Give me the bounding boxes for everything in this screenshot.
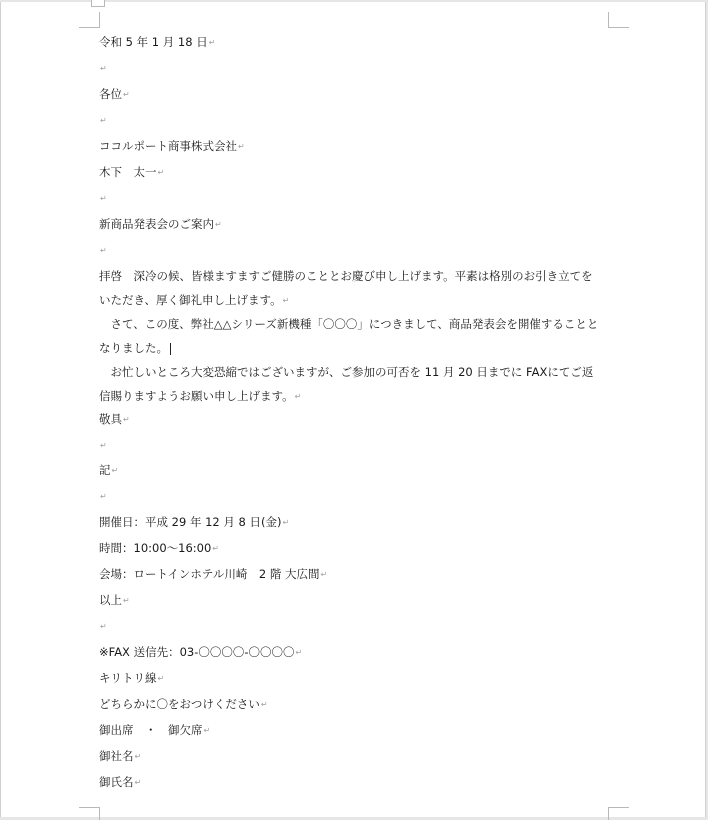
- subject-text: 新商品発表会のご案内: [99, 217, 214, 231]
- paragraph-mark: ↵: [134, 751, 142, 761]
- paragraph-mark: ↵: [100, 63, 107, 73]
- paragraph-mark: ↵: [208, 37, 216, 47]
- company-name-text: 御社名: [99, 749, 134, 763]
- date-line[interactable]: [99, 35, 215, 50]
- paragraph-mark: ↵: [100, 440, 107, 450]
- company-line[interactable]: [99, 139, 245, 154]
- paragraph-mark: ↵: [203, 725, 211, 735]
- announcement-text: さて、この度、弊社△△シリーズ新機種「〇〇〇」につきまして、商品発表会を開催することとなりました。: [99, 317, 599, 355]
- ki-text: 記: [99, 463, 111, 477]
- margin-corner-top-right: [608, 12, 629, 28]
- paragraph-mark: ↵: [123, 414, 130, 424]
- paragraph-mark: ↵: [100, 115, 107, 125]
- paragraph-mark: ↵: [282, 517, 290, 527]
- paragraph-mark: ↵: [260, 699, 268, 709]
- circle-instruction-text: どちらかに〇をおつけください: [99, 697, 260, 711]
- sender-text: 木下 太一: [99, 165, 157, 179]
- paragraph-mark: ↵: [100, 621, 107, 631]
- closing-text: 敬具: [99, 412, 122, 426]
- date-text: 令和 5 年 1 月 18 日: [99, 35, 208, 49]
- paragraph-mark: ↵: [111, 465, 119, 475]
- paragraph-mark: ↵: [100, 193, 107, 203]
- time-text: 時間：10:00～16:00: [99, 541, 212, 555]
- greeting-text: 拝啓 深冷の候、皆様ますますご健勝のこととお慶び申し上げます。平素は格別のお引き立てをいただき、厚く御礼申し上げます。: [99, 269, 593, 307]
- empty-line[interactable]: [99, 619, 107, 634]
- event-date-line[interactable]: [99, 515, 289, 530]
- paragraph-mark: ↵: [282, 295, 290, 305]
- empty-line[interactable]: [99, 243, 107, 258]
- event-date-text: 開催日：平成 29 年 12 月 8 日(金): [99, 515, 282, 529]
- company-name-line[interactable]: [99, 749, 141, 764]
- document-page[interactable]: [0, 2, 706, 817]
- company-text: ココルポート商事株式会社: [99, 139, 237, 153]
- paragraph-mark: ↵: [100, 491, 107, 501]
- ki-line[interactable]: [99, 463, 118, 478]
- empty-line[interactable]: [99, 489, 107, 504]
- circle-instruction-line[interactable]: [99, 697, 268, 712]
- ijou-line[interactable]: [99, 593, 130, 608]
- fax-text: ※FAX 送信先：03-〇〇〇〇-〇〇〇〇: [99, 645, 295, 659]
- paragraph-mark: ↵: [212, 543, 219, 553]
- paragraph-mark: ↵: [294, 391, 302, 401]
- paragraph-mark: ↵: [320, 569, 328, 579]
- attendance-text: 御出席 ・ 御欠席: [99, 723, 203, 737]
- paragraph-mark: ↵: [157, 673, 165, 683]
- paragraph-mark: ↵: [157, 167, 165, 177]
- recipient-text: 各位: [99, 87, 122, 101]
- text-cursor: [170, 343, 171, 355]
- paragraph-mark: ↵: [134, 777, 142, 787]
- cutline-text: キリトリ線: [99, 671, 157, 685]
- sender-line[interactable]: [99, 165, 164, 180]
- subject-line[interactable]: [99, 217, 222, 232]
- person-name-text: 御氏名: [99, 775, 134, 789]
- paragraph-mark: ↵: [100, 245, 107, 255]
- attendance-line[interactable]: [99, 723, 210, 738]
- paragraph-mark: ↵: [123, 89, 130, 99]
- body-paragraph-announcement[interactable]: [99, 312, 604, 360]
- time-line[interactable]: [99, 541, 219, 556]
- paragraph-mark: ↵: [123, 595, 130, 605]
- margin-corner-bottom-left: [79, 807, 100, 820]
- empty-line[interactable]: [99, 61, 107, 76]
- empty-line[interactable]: [99, 113, 107, 128]
- margin-corner-bottom-right: [608, 807, 629, 820]
- paragraph-mark: ↵: [295, 647, 303, 657]
- paragraph-mark: ↵: [215, 219, 222, 229]
- empty-line[interactable]: [99, 438, 107, 453]
- venue-line[interactable]: [99, 567, 327, 582]
- recipient-line[interactable]: [99, 87, 130, 102]
- empty-line[interactable]: [99, 191, 107, 206]
- fax-line[interactable]: [99, 645, 302, 660]
- paragraph-mark: ↵: [238, 141, 245, 151]
- person-name-line[interactable]: [99, 775, 141, 790]
- closing-line[interactable]: [99, 412, 130, 427]
- margin-corner-top-left: [79, 12, 100, 28]
- ruler-tab-marker: [91, 0, 105, 7]
- cutline-line[interactable]: [99, 671, 164, 686]
- body-paragraph-greeting[interactable]: [99, 264, 604, 313]
- venue-text: 会場：ロートインホテル川崎 2 階 大広間: [99, 567, 320, 581]
- body-paragraph-request[interactable]: [99, 360, 604, 409]
- ijou-text: 以上: [99, 593, 122, 607]
- request-text: お忙しいところ大変恐縮ではございますが、ご参加の可否を 11 月 20 日までに FAXにてご返信賜りますようお願い申し上げます。: [99, 365, 594, 403]
